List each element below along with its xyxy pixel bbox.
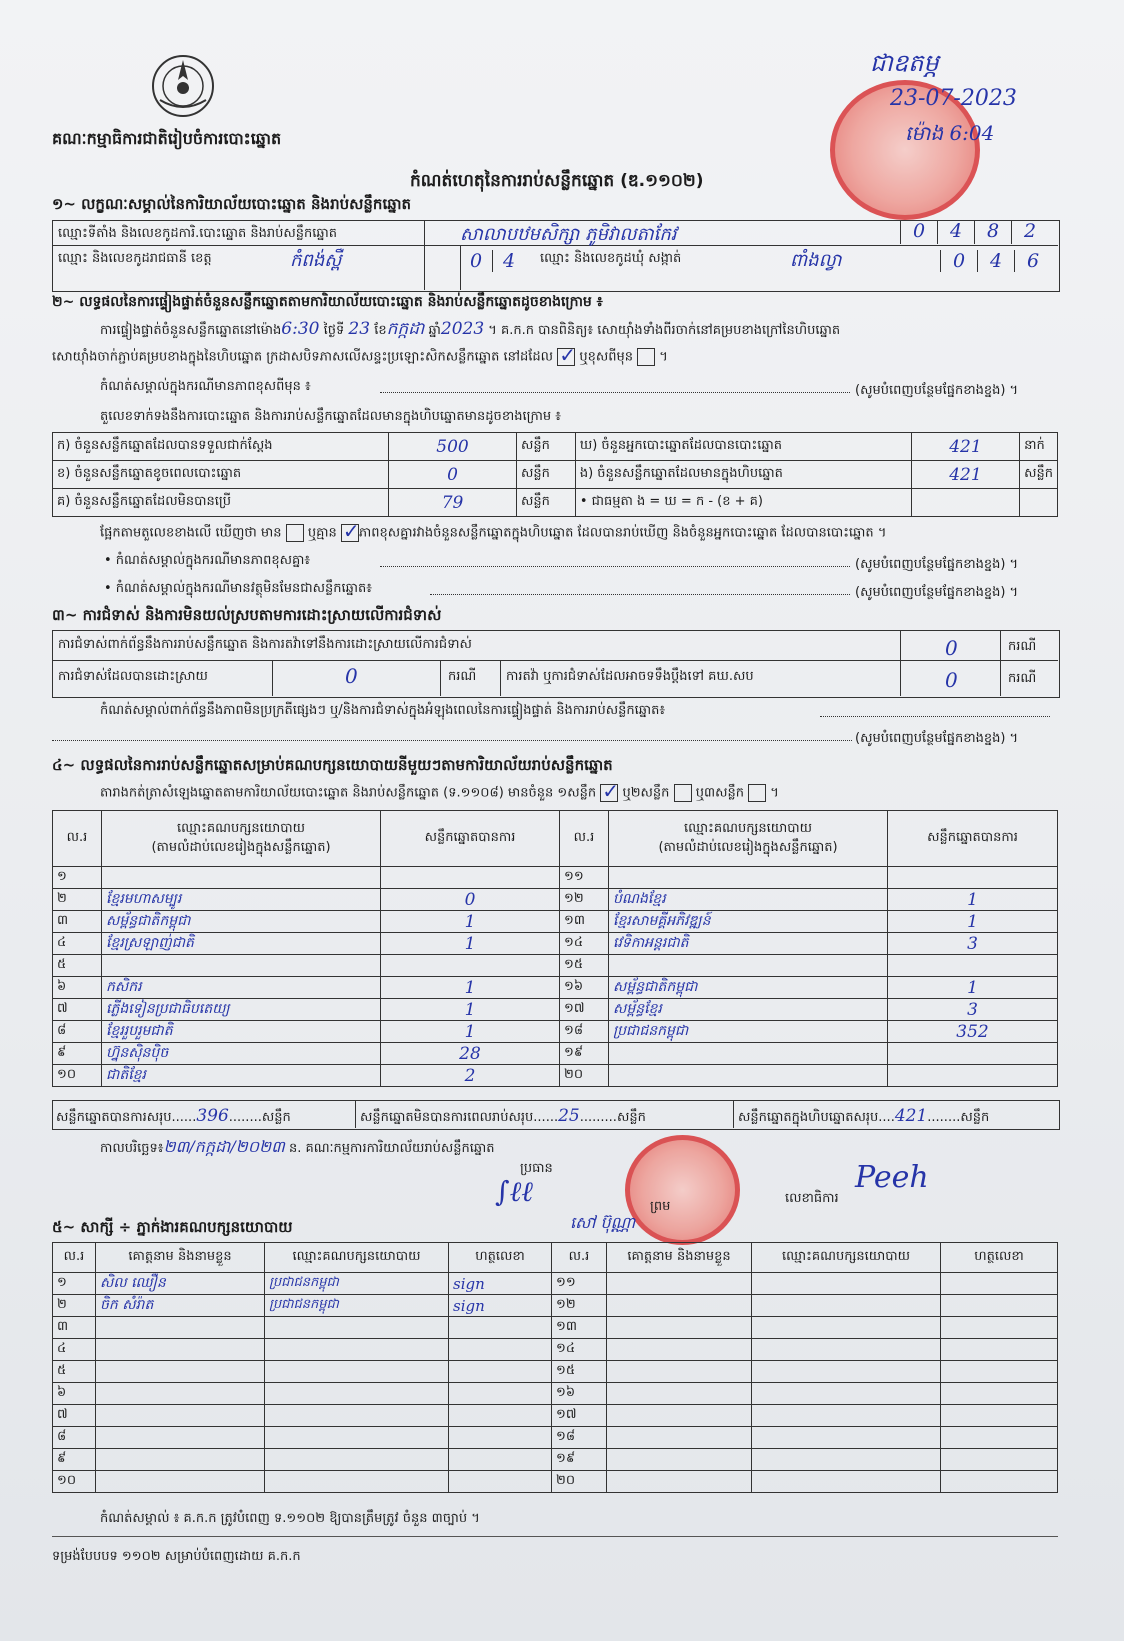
party-no-right: ១៦ xyxy=(560,977,609,999)
commune-value: ពាំងល្វា xyxy=(790,250,842,271)
witness-party xyxy=(265,1361,449,1383)
figure-value: 79 xyxy=(388,489,516,517)
location-value: សាលាបឋមសិក្សា ភូមិវាលតាកែវ xyxy=(460,224,677,245)
province-label: ឈ្មោះ និងលេខកូដរាជធានី ខេត្ត xyxy=(58,251,212,266)
party-row xyxy=(53,911,1058,933)
witness-party-right xyxy=(752,1449,941,1471)
witness-party-right xyxy=(752,1405,941,1427)
party-votes xyxy=(381,867,560,889)
one-sheet-checkbox[interactable]: ✓ xyxy=(602,779,620,803)
witness-no: ២ xyxy=(53,1295,96,1317)
party-name: កសិករ xyxy=(102,977,381,999)
party-votes-right: 1 xyxy=(888,977,1058,999)
fill-note-3: (សូមបំពេញបន្ថែមផ្នែកខាងខ្នង) ។ xyxy=(855,585,1019,600)
appeal-unit: ករណី xyxy=(1008,671,1037,686)
two-sheet-checkbox[interactable] xyxy=(674,784,692,802)
witness-name xyxy=(96,1405,265,1427)
party-row xyxy=(53,955,1058,977)
witness-sign: sign xyxy=(449,1295,552,1317)
figure-label: គ) ចំនួនសន្លឹកឆ្នោតដែលមិនបានប្រើ xyxy=(53,489,389,517)
witness-name-right xyxy=(607,1471,752,1493)
bullet-difference: • កំណត់សម្គាល់ក្នុងករណីមានភាពខុសគ្នា៖ xyxy=(104,553,311,568)
witness-no: ៣ xyxy=(53,1317,96,1339)
col-no: ល.រ xyxy=(53,811,102,867)
party-no: ១ xyxy=(53,867,102,889)
figures-row xyxy=(53,489,1058,517)
chair-name: សៅ ប៊ុណ្ណា xyxy=(570,1213,636,1232)
different-checkbox[interactable] xyxy=(637,348,655,366)
party-name-right: សម្ព័ន្ធខ្មែរ xyxy=(609,999,888,1021)
figures-table xyxy=(52,432,1058,517)
party-votes: 1 xyxy=(381,977,560,999)
emblem-logo xyxy=(140,50,226,122)
witness-sign xyxy=(449,1383,552,1405)
party-votes xyxy=(381,955,560,977)
figure-label: ក) ចំនួនសន្លឹកឆ្នោតដែលបានទទួលជាក់ស្តែង xyxy=(53,433,389,461)
party-no-right: ១២ xyxy=(560,889,609,911)
witness-party: ប្រជាជនកម្ពុជា xyxy=(265,1295,449,1317)
location-label: ឈ្មោះទីតាំង និងលេខកូដការិ.បោះឆ្នោត និងរាប់សន្លឹកឆ្នោត xyxy=(58,226,337,241)
witness-party xyxy=(265,1339,449,1361)
commune-label: ឈ្មោះ និងលេខកូដឃុំ សង្កាត់ xyxy=(540,251,682,266)
irregularity-note: កំណត់សម្គាល់ពាក់ព័ន្ធនឹងភាពមិនប្រក្រតីផ្សេងៗ ឬ/និងការជំទាស់ក្នុងអំឡុងពេលនៃការផ្ទៀងផ្ទាត់ និងការរាប់សន្លឹកឆ្នោត៖ xyxy=(100,703,666,718)
party-row xyxy=(53,1021,1058,1043)
witness-row xyxy=(53,1273,1058,1295)
witness-row xyxy=(53,1295,1058,1317)
party-name: ជាតិខ្មែរ xyxy=(102,1065,381,1087)
three-sheet-checkbox[interactable] xyxy=(748,784,766,802)
witness-name xyxy=(96,1383,265,1405)
party-votes: 1 xyxy=(381,933,560,955)
party-results-table xyxy=(52,810,1058,1087)
valid-total: សន្លឹកឆ្នោតបានការសរុប......396........សន្លឹក xyxy=(56,1106,291,1126)
secretary-title: លេខាធិការ xyxy=(785,1191,839,1206)
witness-no-right: ១៣ xyxy=(552,1317,607,1339)
w-col-name-right: គោត្តនាម និងនាមខ្លួន xyxy=(607,1243,752,1273)
witness-no-right: ២០ xyxy=(552,1471,607,1493)
figure-value-right: 421 xyxy=(911,433,1019,461)
party-no-right: ១៨ xyxy=(560,1021,609,1043)
witness-sign-right xyxy=(941,1295,1058,1317)
party-row xyxy=(53,933,1058,955)
party-votes-right xyxy=(888,1043,1058,1065)
tally-sheet-line: តារាងកត់ត្រាសំឡេងឆ្នោតតាមការិយាល័យបោះឆ្នោត និងរាប់សន្លឹកឆ្នោត (ទ.១១០៨) មានចំនួន ១សន្លឹក ✓ ឬ២សន្លឹក ឬ៣សន្លឹក ។ xyxy=(100,779,779,803)
witness-no-right: ១២ xyxy=(552,1295,607,1317)
figure-unit: សន្លឹក xyxy=(517,433,576,461)
party-name-right xyxy=(609,1065,888,1087)
party-name xyxy=(102,955,381,977)
witness-row xyxy=(53,1449,1058,1471)
resolved-unit: ករណី xyxy=(448,669,477,684)
witness-no: ៨ xyxy=(53,1427,96,1449)
province-value: កំពង់ស្ពឺ xyxy=(290,250,342,271)
fill-note-2: (សូមបំពេញបន្ថែមផ្នែកខាងខ្នង) ។ xyxy=(855,557,1019,572)
col-votes-right: សន្លឹកឆ្នោតបានការ xyxy=(888,811,1058,867)
witness-sign xyxy=(449,1449,552,1471)
party-no-right: ១៩ xyxy=(560,1043,609,1065)
party-no: ៨ xyxy=(53,1021,102,1043)
figure-unit: សន្លឹក xyxy=(517,489,576,517)
chair-title: ប្រធាន xyxy=(520,1161,553,1176)
witness-sign: sign xyxy=(449,1273,552,1295)
witness-name-right xyxy=(607,1273,752,1295)
witness-row xyxy=(53,1427,1058,1449)
party-row xyxy=(53,867,1058,889)
objection-unit: ករណី xyxy=(1008,639,1037,654)
witness-sign xyxy=(449,1405,552,1427)
witness-row xyxy=(53,1317,1058,1339)
party-name-right: វេទិកាអន្តរជាតិ xyxy=(609,933,888,955)
col-no-right: ល.រ xyxy=(560,811,609,867)
figure-value: 0 xyxy=(388,461,516,489)
witness-no: ៦ xyxy=(53,1383,96,1405)
figure-unit-right: នាក់ xyxy=(1020,433,1058,461)
witness-sign-right xyxy=(941,1427,1058,1449)
witness-no: ៧ xyxy=(53,1405,96,1427)
date-made-line: កាលបរិច្ឆេទ៖២៣/កក្កដា/២០២៣ ន. គណៈកម្មការការិយាល័យរាប់សន្លឹកឆ្នោត xyxy=(100,1137,495,1156)
figures-intro: តួលេខទាក់ទងនឹងការបោះឆ្នោត និងការរាប់សន្លឹកឆ្នោតដែលមានក្នុងហិបឆ្នោតមានដូចខាងក្រោម ៖ xyxy=(100,409,561,424)
figure-label-right: ឃ) ចំនួនអ្នកបោះឆ្នោតដែលបានបោះឆ្នោត xyxy=(575,433,911,461)
party-name-right xyxy=(609,1043,888,1065)
party-row xyxy=(53,977,1058,999)
witness-name-right xyxy=(607,1427,752,1449)
witness-no-right: ១៦ xyxy=(552,1383,607,1405)
appeal-count: 0 xyxy=(945,668,958,692)
section4-title: ៤~ លទ្ធផលនៃការរាប់សន្លឹកឆ្នោតសម្រាប់គណបក្សនយោបាយនីមួយៗតាមការិយាល័យរាប់សន្លឹកឆ្នោត xyxy=(52,756,613,774)
witness-party xyxy=(265,1317,449,1339)
party-name: ខ្មែរមហាសម្បូរ xyxy=(102,889,381,911)
witness-sign-right xyxy=(941,1273,1058,1295)
party-votes-right: 3 xyxy=(888,933,1058,955)
party-no: ៩ xyxy=(53,1043,102,1065)
witness-no: ១ xyxy=(53,1273,96,1295)
section2-title: ២~ លទ្ធផលនៃការផ្ទៀងផ្ទាត់ចំនួនសន្លឹកឆ្នោតតាមការិយាល័យបោះឆ្នោត និងរាប់សន្លឹកឆ្នោតដូចខាងក្រោម ៖ xyxy=(52,294,603,310)
section1-title: ១~ លក្ខណៈសម្គាល់នៃការិយាល័យបោះឆ្នោត និងរាប់សន្លឹកឆ្នោត xyxy=(52,195,412,213)
party-row xyxy=(53,1043,1058,1065)
party-votes-right xyxy=(888,867,1058,889)
party-no: ១០ xyxy=(53,1065,102,1087)
party-row xyxy=(53,999,1058,1021)
w-col-no-right: ល.រ xyxy=(552,1243,607,1273)
witness-name-right xyxy=(607,1295,752,1317)
col-party-right: ឈ្មោះគណបក្សនយោបាយ (តាមលំដាប់លេខរៀងក្នុងសន្លឹកឆ្នោត) xyxy=(609,811,888,867)
witness-sign xyxy=(449,1471,552,1493)
party-name: ខ្មែររួបរួមជាតិ xyxy=(102,1021,381,1043)
same-checkbox[interactable]: ✓ xyxy=(559,343,576,367)
figures-row xyxy=(53,433,1058,461)
verification-line: ការផ្ទៀងផ្ទាត់ចំនួនសន្លឹកឆ្នោតនៅម៉ោង6:30 ថ្ងៃទី 23 ខែកក្កដា ឆ្នាំ2023 ។ គ.ក.ក បានពិនិត្យ៖ សោយ៉ាំងទាំងពីរចាក់នៅគម្របខាងក្រៅនៃហិបឆ្នោត xyxy=(100,319,841,339)
section3-title: ៣~ ការជំទាស់ និងការមិនយល់ស្របតាមការដោះស្រាយលើការជំទាស់ xyxy=(52,606,442,624)
form-footer: ទម្រង់បែបបទ ១១០២ សម្រាប់បំពេញដោយ គ.ក.ក xyxy=(52,1549,301,1564)
member-title: ព្រម xyxy=(650,1199,671,1214)
seal-check-line: សោយ៉ាំងចាក់ភ្ជាប់គម្របខាងក្នុងនៃហិបឆ្នោត ក្រដាសបិទភាសលើសន្ទះប្រឡោះសិកសន្លឹកឆ្នោត នៅដដែល ✓ ឬខុសពីមុន ។ xyxy=(52,343,668,367)
witness-party-right xyxy=(752,1471,941,1493)
witness-name xyxy=(96,1427,265,1449)
party-votes: 2 xyxy=(381,1065,560,1087)
secretary-signature: Peeh xyxy=(855,1160,929,1195)
witness-no-right: ១៧ xyxy=(552,1405,607,1427)
witness-sign-right xyxy=(941,1471,1058,1493)
witness-name xyxy=(96,1471,265,1493)
figure-label: ខ) ចំនួនសន្លឹកឆ្នោតខូចពេលបោះឆ្នោត xyxy=(53,461,389,489)
col-party: ឈ្មោះគណបក្សនយោបាយ (តាមលំដាប់លេខរៀងក្នុងសន្លឹកឆ្នោត) xyxy=(102,811,381,867)
w-col-party-right: ឈ្មោះគណបក្សនយោបាយ xyxy=(752,1243,941,1273)
witness-row xyxy=(53,1405,1058,1427)
party-votes-right: 3 xyxy=(888,999,1058,1021)
party-no-right: ១៤ xyxy=(560,933,609,955)
witness-no-right: ១៨ xyxy=(552,1427,607,1449)
witness-no-right: ១៥ xyxy=(552,1361,607,1383)
figure-unit-right: សន្លឹក xyxy=(1020,461,1058,489)
section5-title: ៥~ សាក្សី ÷ ភ្នាក់ងារគណបក្សនយោបាយ xyxy=(52,1218,293,1236)
witness-no-right: ១៤ xyxy=(552,1339,607,1361)
party-name: សម្ព័ន្ធជាតិកម្ពុជា xyxy=(102,911,381,933)
party-no-right: ១៥ xyxy=(560,955,609,977)
fill-note-4: (សូមបំពេញបន្ថែមផ្នែកខាងខ្នង) ។ xyxy=(855,731,1019,746)
party-name-right: ប្រជាជនកម្ពុជា xyxy=(609,1021,888,1043)
party-no: ៦ xyxy=(53,977,102,999)
invalid-total: សន្លឹកឆ្នោតមិនបានការពេលរាប់សរុប......25.........សន្លឹក xyxy=(360,1106,646,1126)
party-no-right: ១៣ xyxy=(560,911,609,933)
figure-unit: សន្លឹក xyxy=(517,461,576,489)
party-no: ៧ xyxy=(53,999,102,1021)
witness-sign-right xyxy=(941,1383,1058,1405)
witness-sign-right xyxy=(941,1317,1058,1339)
party-row xyxy=(53,889,1058,911)
figure-value-right: 421 xyxy=(911,461,1019,489)
resolved-label: ការជំទាស់ដែលបានដោះស្រាយ xyxy=(58,669,208,684)
w-col-sign: ហត្ថលេខា xyxy=(449,1243,552,1273)
witness-party-right xyxy=(752,1273,941,1295)
party-no: ៤ xyxy=(53,933,102,955)
w-col-party: ឈ្មោះគណបក្សនយោបាយ xyxy=(265,1243,449,1273)
witness-row xyxy=(53,1471,1058,1493)
witness-name: សិល ឈឿន xyxy=(96,1273,265,1295)
party-votes-right: 352 xyxy=(888,1021,1058,1043)
witness-row xyxy=(53,1361,1058,1383)
party-votes: 1 xyxy=(381,1021,560,1043)
witness-no: ៩ xyxy=(53,1449,96,1471)
ballot-box-total: សន្លឹកឆ្នោតក្នុងហិបឆ្នោតសរុប....421........សន្លឹក xyxy=(738,1106,990,1126)
party-votes-right xyxy=(888,1065,1058,1087)
witness-no-right: ១៩ xyxy=(552,1449,607,1471)
witness-party xyxy=(265,1405,449,1427)
objection-label: ការជំទាស់ពាក់ព័ន្ធនឹងការរាប់សន្លឹកឆ្នោត និងការតវ៉ាទៅនឹងការដោះស្រាយលើការជំទាស់ xyxy=(58,637,472,652)
stamp-annotation: ជាឧតម្ភ xyxy=(870,49,939,77)
figure-unit-right xyxy=(1020,489,1058,517)
party-votes: 0 xyxy=(381,889,560,911)
appeal-label: ការតវ៉ា ឬការជំទាស់ដែលអាចទទឹងប្តឹងទៅ គឃ.សប xyxy=(506,669,754,684)
witness-sign xyxy=(449,1317,552,1339)
witness-name-right xyxy=(607,1339,752,1361)
figure-label-right: ង) ចំនួនសន្លឹកឆ្នោតដែលមានក្នុងហិបឆ្នោត xyxy=(575,461,911,489)
stamp-time: ម៉ោង 6:04 xyxy=(905,121,995,145)
party-name: ខ្មែរស្រឡាញ់ជាតិ xyxy=(102,933,381,955)
witness-name: ចិក សំរ៉ាត xyxy=(96,1295,265,1317)
final-note: កំណត់សម្គាល់ ៖ គ.ក.ក ត្រូវបំពេញ ទ.១១០២ ឱ្យបានត្រឹមត្រូវ ចំនួន ៣ច្បាប់ ។ xyxy=(100,1511,480,1526)
witness-sign-right xyxy=(941,1449,1058,1471)
witness-name-right xyxy=(607,1383,752,1405)
party-name: ភ្លើងទៀនប្រជាធិបតេយ្យ xyxy=(102,999,381,1021)
party-votes: 28 xyxy=(381,1043,560,1065)
witness-party-right xyxy=(752,1427,941,1449)
party-name-right: សម្ព័ន្ធជាតិកម្ពុជា xyxy=(609,977,888,999)
party-votes-right xyxy=(888,955,1058,977)
resolved-count: 0 xyxy=(345,664,358,688)
party-name-right xyxy=(609,867,888,889)
witness-sign-right xyxy=(941,1405,1058,1427)
party-votes: 1 xyxy=(381,911,560,933)
commune-code: 0 4 6 xyxy=(940,250,1051,272)
witness-party-right xyxy=(752,1361,941,1383)
committee-stamp xyxy=(625,1135,740,1245)
party-name-right: ខ្មែរសាមគ្គីអភិវឌ្ឍន៍ xyxy=(609,911,888,933)
no-difference-checkbox[interactable]: ✓ xyxy=(342,519,360,543)
party-row xyxy=(53,1065,1058,1087)
witness-no-right: ១១ xyxy=(552,1273,607,1295)
note-difference: កំណត់សម្គាល់ក្នុងករណីមានភាពខុសពីមុន ៖ xyxy=(100,379,311,394)
form-title: កំណត់ហេតុនៃការរាប់សន្លឹកឆ្នោត (ឌ.១១០២) xyxy=(410,171,704,191)
figure-value: 500 xyxy=(388,433,516,461)
witness-name xyxy=(96,1317,265,1339)
witness-party: ប្រជាជនកម្ពុជា xyxy=(265,1273,449,1295)
bullet-nonballot: • កំណត់សម្គាល់ក្នុងករណីមានវត្ថុមិនមែនជាសន្លឹកឆ្នោត៖ xyxy=(104,581,372,596)
stamp-date: 23-07-2023 xyxy=(890,86,1017,111)
party-no-right: ២០ xyxy=(560,1065,609,1087)
witness-name-right xyxy=(607,1449,752,1471)
witness-row xyxy=(53,1339,1058,1361)
figures-row xyxy=(53,461,1058,489)
w-col-no: ល.រ xyxy=(53,1243,96,1273)
w-col-name: គោត្តនាម និងនាមខ្លួន xyxy=(96,1243,265,1273)
party-votes: 1 xyxy=(381,999,560,1021)
difference-line: ផ្អែកតាមតួលេខខាងលើ ឃើញថា មាន ឬគ្មាន ✓ ភាពខុសគ្នារវាងចំនួនសន្លឹកឆ្នោតក្នុងហិបឆ្នោត ដែលបានរាប់ឃើញ និងចំនួនអ្នកបោះឆ្នោត ដែលបានបោះឆ្នោត ។ xyxy=(100,519,887,543)
party-votes-right: 1 xyxy=(888,911,1058,933)
witness-sign xyxy=(449,1427,552,1449)
party-name-right: បំណងខ្មែរ xyxy=(609,889,888,911)
witness-party-right xyxy=(752,1317,941,1339)
chair-signature: ∫ℓℓ xyxy=(495,1175,533,1208)
party-no: ២ xyxy=(53,889,102,911)
fill-note-1: (សូមបំពេញបន្ថែមផ្នែកខាងខ្នង) ។ xyxy=(855,383,1019,398)
witness-sign xyxy=(449,1361,552,1383)
witness-party-right xyxy=(752,1295,941,1317)
org-name: គណៈកម្មាធិការជាតិរៀបចំការបោះឆ្នោត xyxy=(52,129,282,148)
witness-name-right xyxy=(607,1405,752,1427)
party-name-right xyxy=(609,955,888,977)
objection-count: 0 xyxy=(945,636,958,660)
witness-party xyxy=(265,1427,449,1449)
witness-name xyxy=(96,1361,265,1383)
witness-sign-right xyxy=(941,1361,1058,1383)
witness-sign xyxy=(449,1339,552,1361)
has-difference-checkbox[interactable] xyxy=(286,524,304,542)
location-code: 0 4 8 2 xyxy=(900,220,1048,245)
figure-label-right: • ជាធម្មតា ង = ឃ = ក - (ខ + គ) xyxy=(575,489,911,517)
party-no: ៥ xyxy=(53,955,102,977)
party-votes-right: 1 xyxy=(888,889,1058,911)
figure-value-right xyxy=(911,489,1019,517)
witness-no: ១០ xyxy=(53,1471,96,1493)
witness-row xyxy=(53,1383,1058,1405)
witness-party xyxy=(265,1449,449,1471)
witness-no: ៥ xyxy=(53,1361,96,1383)
party-name: ហ្វ៊ុនស៊ិនប៉ិច xyxy=(102,1043,381,1065)
witness-name xyxy=(96,1449,265,1471)
party-no-right: ១១ xyxy=(560,867,609,889)
witness-name-right xyxy=(607,1317,752,1339)
party-name xyxy=(102,867,381,889)
party-no: ៣ xyxy=(53,911,102,933)
witness-name xyxy=(96,1339,265,1361)
witness-party xyxy=(265,1383,449,1405)
province-code: 0 4 xyxy=(460,250,530,272)
witness-table xyxy=(52,1242,1058,1493)
witness-name-right xyxy=(607,1361,752,1383)
witness-party-right xyxy=(752,1383,941,1405)
party-no-right: ១៧ xyxy=(560,999,609,1021)
witness-party xyxy=(265,1471,449,1493)
witness-sign-right xyxy=(941,1339,1058,1361)
col-votes: សន្លឹកឆ្នោតបានការ xyxy=(381,811,560,867)
witness-party-right xyxy=(752,1339,941,1361)
w-col-sign-right: ហត្ថលេខា xyxy=(941,1243,1058,1273)
witness-no: ៤ xyxy=(53,1339,96,1361)
